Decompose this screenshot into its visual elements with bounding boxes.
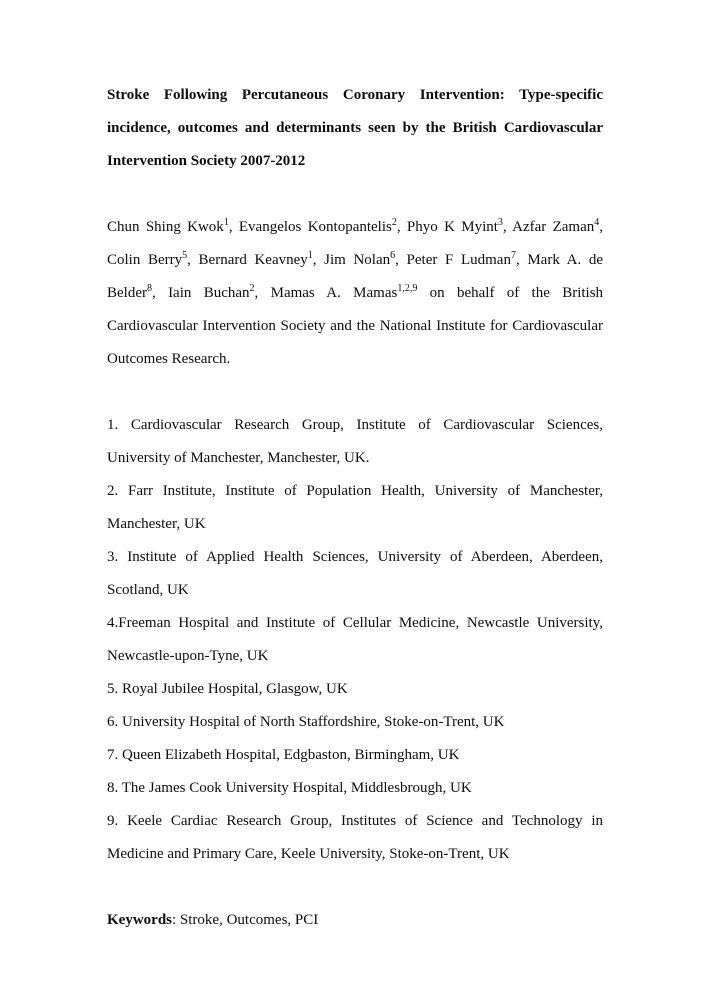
author-affiliation-superscript: 2 [249, 283, 255, 294]
author-affiliation-superscript: 7 [510, 250, 516, 261]
author-affiliation-superscript: 3 [497, 217, 503, 228]
author-affiliation-superscript: 4 [594, 217, 600, 228]
author-affiliation-superscript: 2 [391, 217, 397, 228]
paper-title: Stroke Following Percutaneous Coronary Intervention: Type-specific incidence, outcomes and determinants seen by the British Cardiovascular Intervention Society 2007-2012 [107, 87, 603, 169]
author-affiliation-superscript: 1 [223, 217, 229, 228]
affiliations-list [107, 409, 603, 871]
keywords-line [107, 904, 603, 937]
author-affiliation-superscript: 1 [307, 250, 313, 261]
keywords-label: Keywords [107, 912, 172, 928]
author-affiliation-superscript: 8 [146, 283, 152, 294]
authors-text: Chun Shing Kwok$^1$, Evangelos Kontopantelis$^2$, Phyo K Myint$^3$, Azfar Zaman$^4$, Colin Berry$^5$, Bernard Keavney$^1$, Jim Nolan$^6$, Peter F Ludman$^7$, Mark A. de Belder$^8$, Iain Buchan$^2$, Mamas A. Mamas$^{1,2,9}$ on behalf of the British Cardiovascular Intervention Society and the National Institute for Cardiovascular Outcomes Research. [107, 217, 604, 367]
affiliation-item-8: 8. The James Cook University Hospital, Middlesbrough, UK [107, 780, 472, 796]
page-content [107, 79, 603, 937]
affiliation-item-9: 9. Keele Cardiac Research Group, Institutes of Science and Technology in Medicine and Primary Care, Keele University, Stoke-on-Trent, UK [107, 813, 603, 862]
affiliation-item-1: 1. Cardiovascular Research Group, Institute of Cardiovascular Sciences, University of Manchester, Manchester, UK. [107, 417, 603, 466]
authors-paragraph [107, 211, 603, 376]
affiliation-item-6: 6. University Hospital of North Staffordshire, Stoke-on-Trent, UK [107, 714, 505, 730]
affiliation-item-2: 2. Farr Institute, Institute of Population Health, University of Manchester, Manchester, UK [107, 483, 603, 532]
author-affiliation-superscript: 5 [182, 250, 188, 261]
keywords-value: : Stroke, Outcomes, PCI [172, 912, 319, 928]
affiliation-item-5: 5. Royal Jubilee Hospital, Glasgow, UK [107, 681, 348, 697]
author-affiliation-superscript: 1,2,9 [397, 283, 418, 294]
affiliation-item-4: 4.Freeman Hospital and Institute of Cellular Medicine, Newcastle University, Newcastle-upon-Tyne, UK [107, 615, 603, 664]
affiliation-item-3: 3. Institute of Applied Health Sciences, University of Aberdeen, Aberdeen, Scotland, UK [107, 549, 603, 598]
author-affiliation-superscript: 6 [390, 250, 396, 261]
affiliation-item-7: 7. Queen Elizabeth Hospital, Edgbaston, Birmingham, UK [107, 747, 460, 763]
